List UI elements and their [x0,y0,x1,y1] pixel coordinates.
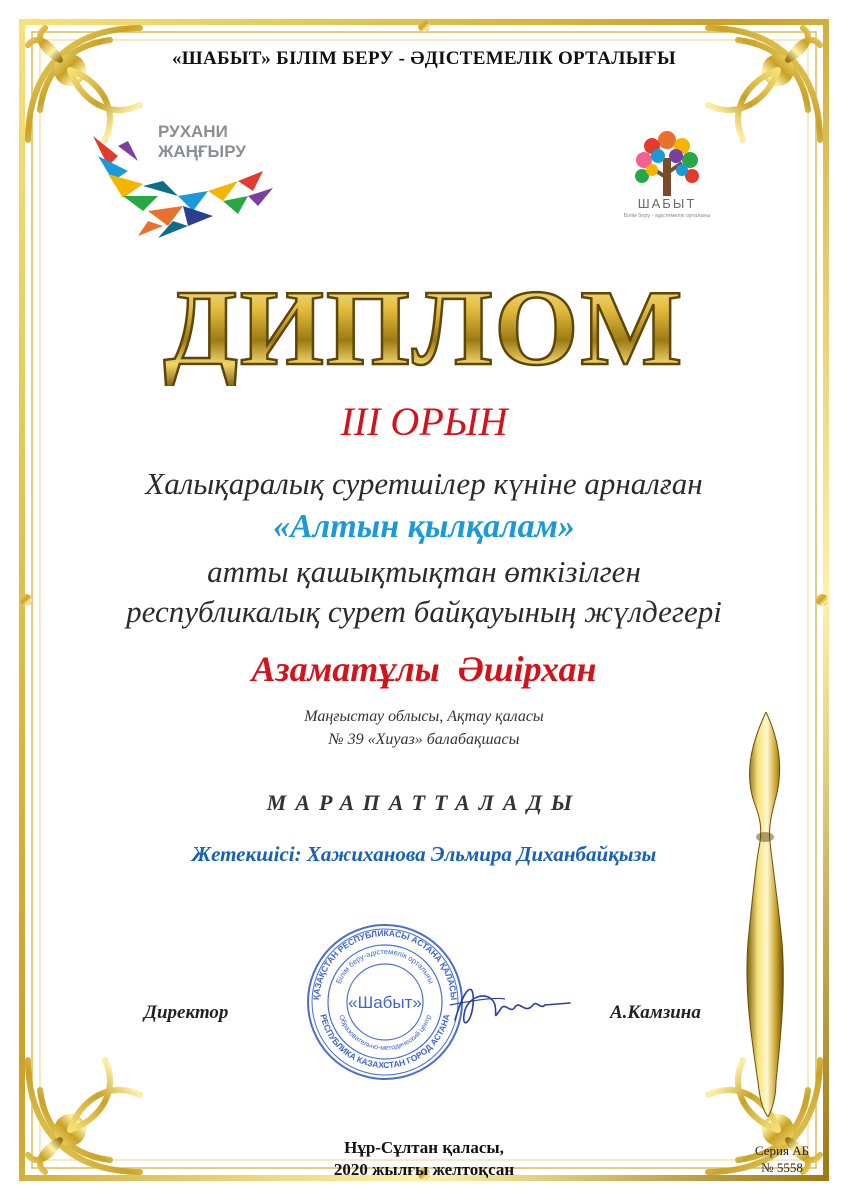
stamp-inner-top: Білім беру-әдістемелік орталығы [333,946,437,986]
leader-line: Жетекшісі: Хажиханова Эльмира Диханбайқызы [191,842,657,866]
svg-text:РЕСПУБЛИКА КАЗАХСТАН ГОРОД АСТ [318,1013,451,1070]
serial-number: № 5558 [761,1160,803,1175]
corner-ornament [28,28,140,140]
svg-text:Білім беру-әдістемелік орталығ [334,947,436,985]
organization-header: «ШАБЫТ» БІЛІМ БЕРУ - ӘДІСТЕМЕЛІК ОРТАЛЫҒЫ [172,48,676,69]
series-label: Серия АБ [754,1143,810,1158]
diploma-title [150,268,698,386]
body-line-3: республикалық сурет байқауының жүлдегері [126,594,722,629]
body-line-2: атты қашықтықтан өткізілген [207,554,641,589]
place-label: III ОРЫН [340,399,508,444]
director-role: Директор [144,1002,229,1023]
rukhani-title: РУХАНИ [158,122,228,141]
shabyt-logo-subtitle: Білім беру - әдістемелік орталығы [623,213,711,219]
recipient-name: Азаматұлы Әшірхан [251,649,597,689]
body-line-1: Халықаралық суретшілер күніне арналған [145,466,703,501]
tree-icon [612,128,722,238]
footer-date: 2020 жылғы желтоқсан [333,1160,515,1179]
diploma-title-text: ДИПЛОМ [163,269,685,386]
golden-pen-icon [730,712,800,1117]
footer-city: Нұр-Сұлтан қаласы, [344,1138,504,1157]
shabyt-logo-text: ШАБЫТ [637,196,697,211]
director-signature [445,975,575,1035]
stamp-center-text: «Шабыт» [348,993,422,1012]
award-text: МАРАПАТТАЛАДЫ [266,790,582,815]
zhangyru-title: ЖАҢҒЫРУ [158,142,246,161]
stamp-inner-bottom: Образовательно-методический центр [337,1014,433,1053]
stamp-outer-top: ҚАЗАҚСТАН РЕСПУБЛИКАСЫ АСТАНА ҚАЛАСЫ [310,927,460,1001]
stamp-outer-bottom: РЕСПУБЛИКА КАЗАХСТАН ГОРОД АСТАНА [318,1013,452,1071]
recipient-location-2: № 39 «Хиуаз» балабақшасы [328,731,520,748]
director-name: А.Камзина [610,1002,701,1023]
contest-name: «Алтын қылқалам» [273,508,575,545]
recipient-location-1: Маңғыстау облысы, Ақтау қаласы [304,708,544,725]
official-stamp [305,922,465,1082]
